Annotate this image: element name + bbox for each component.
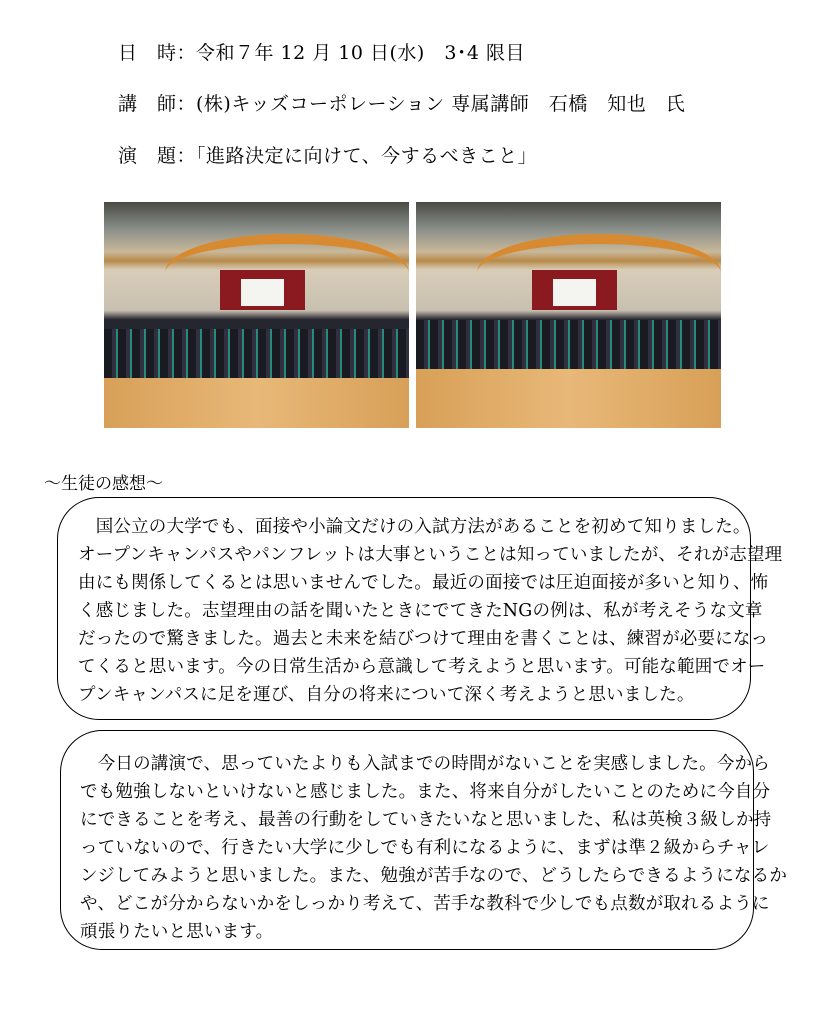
lecture-photo-right (416, 202, 721, 428)
impression-line: 今日の講演で、思っていたよりも入試までの時間がないことを実感しました。今から (80, 754, 770, 774)
impression-line: だったので驚きました。過去と未来を結びつけて理由を書くことは、練習が必要になっ (78, 629, 769, 649)
impression-line: 由にも関係してくるとは思いませんでした。最近の面接では圧迫面接が多いと知り、怖 (78, 573, 769, 593)
impression-line: でも勉強しないといけないと感じました。また、将来自分がしたいことのために今自分 (80, 782, 771, 802)
impression-line: 頑張りたいと思います。 (80, 922, 274, 942)
impression-line: 国公立の大学でも、面接や小論文だけの入試方法があることを初めて知りました。 (78, 517, 751, 537)
event-lecturer: 講 師：(株)キッズコーポレーション 専属講師 石橋 知也 氏 (118, 93, 686, 115)
impression-line: プンキャンパスに足を運び、自分の将来について深く考えようと思いました。 (78, 685, 695, 705)
impression-line: てくると思います。今の日常生活から意識して考えようと思います。可能な範囲でオー (78, 657, 766, 677)
impression-line: ンジしてみようと思いました。また、勉強が苦手なので、どうしたらできるようになるか (80, 866, 788, 886)
event-date: 日 時：令和７年 12 月 10 日(水) 3･4 限目 (118, 42, 526, 64)
impression-line: っていないので、行きたい大学に少しでも有利になるように、まずは準２級からチャレ (80, 838, 770, 858)
section-title: 〜生徒の感想〜 (44, 474, 163, 494)
impression-line: や、どこが分からないかをしっかり考えて、苦手な教科で少しでも点数が取れるように (80, 894, 770, 914)
lecture-photo-left (104, 202, 409, 428)
impression-line: オープンキャンパスやパンフレットは大事ということは知っていましたが、それが志望理 (78, 545, 783, 565)
event-topic: 演 題：「進路決定に向けて、今するべきこと」 (118, 145, 538, 167)
impression-line: く感じました。志望理由の話を聞いたときにでてきたNGの例は、私が考えそうな文章 (78, 601, 763, 621)
impression-line: にできることを考え、最善の行動をしていきたいなと思いました、私は英検３級しか持 (80, 810, 772, 830)
